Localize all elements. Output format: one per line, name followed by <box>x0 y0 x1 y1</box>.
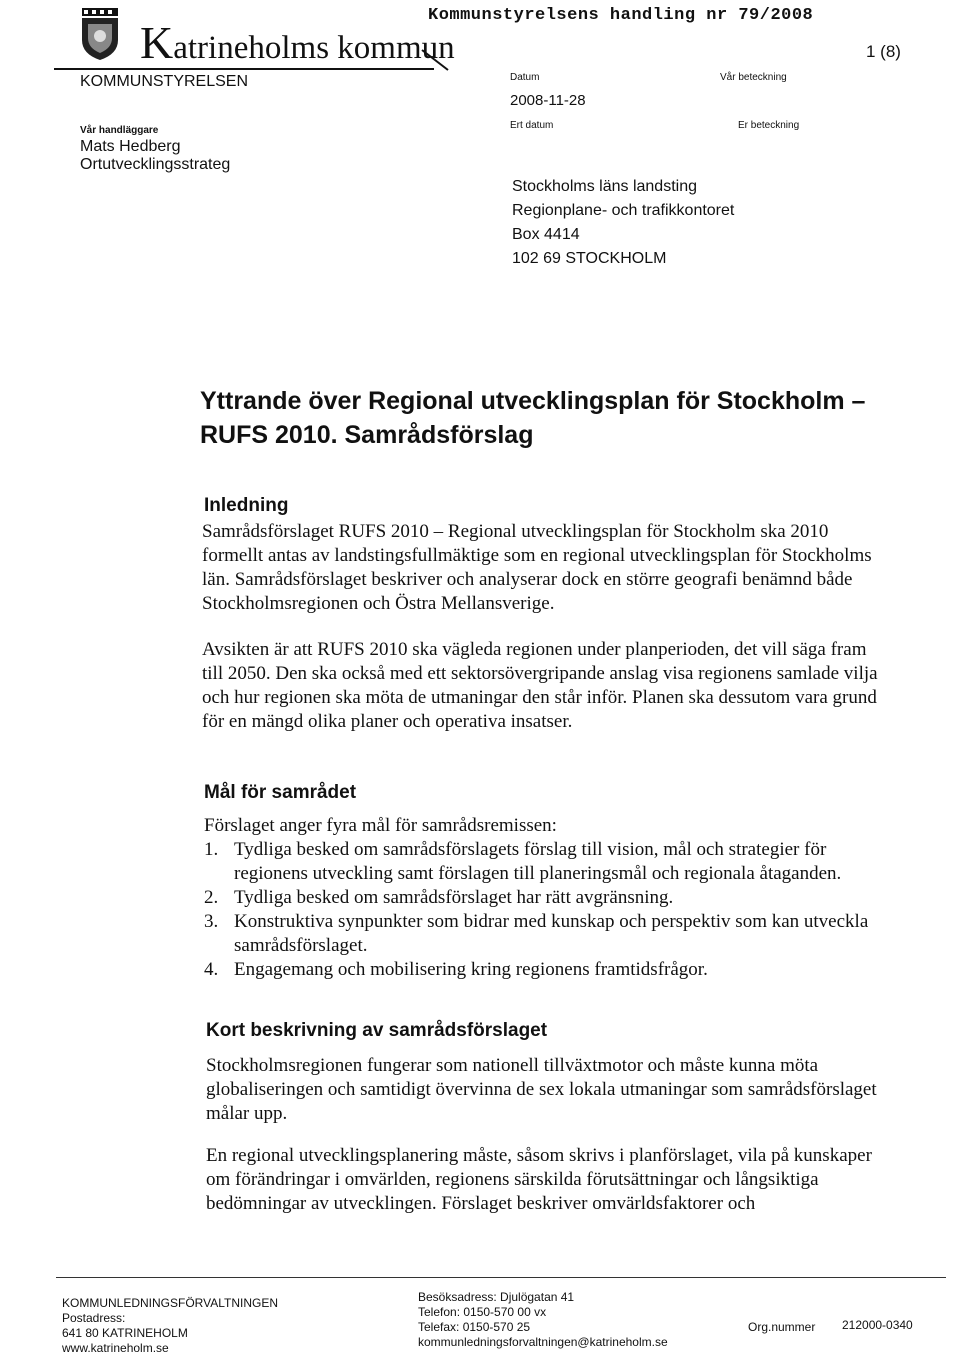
handlaggare-label: Vår handläggare <box>80 125 159 136</box>
footer-contact <box>418 1290 668 1350</box>
header-slash-mark <box>418 48 454 72</box>
handlaggare-title: Ortutvecklingsstrateg <box>80 156 231 173</box>
recipient-line: 102 69 STOCKHOLM <box>512 250 667 267</box>
er-beteckning-label: Er beteckning <box>738 120 800 131</box>
inledning-paragraph: Samrådsförslaget RUFS 2010 – Regional utvecklingsplan för Stockholm ska 2010 formellt antas av landstingsfullmäktige som en regional utvecklingsplan för Stockholms län. Samrådsförslaget beskriver och analyserar dock en större geografi benämnd både Stockholmsregionen och Östra Mellansverige. <box>202 521 872 614</box>
handlaggare-name: Mats Hedberg <box>80 138 181 155</box>
footer-rule <box>56 1277 946 1278</box>
list-text: Tydliga besked om samrådsförslagets förslag till vision, mål och strategier för regionens utveckling samt förslagen till planeringsmål och regionala åtaganden. <box>234 839 842 884</box>
header-rule <box>54 68 434 70</box>
handling-stamp: Kommunstyrelsens handling nr 79/2008 <box>428 6 814 25</box>
list-number: 3. <box>204 911 219 932</box>
list-text: Engagemang och mobilisering kring regionens framtidsfrågor. <box>234 959 708 980</box>
var-beteckning-label: Vår beteckning <box>720 72 787 83</box>
footer-email-link[interactable]: kommunledningsforvaltningen@katrineholm.se <box>418 1335 668 1349</box>
footer-address <box>62 1296 278 1356</box>
list-text: Konstruktiva synpunkter som bidrar med kunskap och perspektiv som kan utveckla samrådsförslaget. <box>234 911 869 956</box>
section-heading-mal: Mål för samrådet <box>204 782 357 803</box>
list-item <box>204 958 894 982</box>
org-initial: K <box>140 17 174 68</box>
list-text: Tydliga besked om samrådsförslaget har rätt avgränsning. <box>234 887 674 908</box>
footer-website-link[interactable]: www.katrineholm.se <box>62 1341 169 1355</box>
ert-datum-label: Ert datum <box>510 120 554 131</box>
kort-paragraph: Stockholmsregionen fungerar som nationell tillväxtmotor och måste kunna möta globaliseringen och samtidigt övervinna de sex lokala utmaningar som samrådsförslaget målar upp. <box>206 1055 877 1124</box>
inledning-paragraph: Avsikten är att RUFS 2010 ska vägleda regionen under planperioden, det vill säga fram till 2050. Den ska också med ett sektorsövergripande anslag visa regionens samlade vilja och hur regionen ska möta de utmaningar den står inför. Planen ska dessutom vara grund för en mängd olika planer och operativa insatser. <box>202 639 878 732</box>
municipal-crest-icon <box>78 8 122 60</box>
list-item <box>204 838 894 886</box>
footer-visit: Besöksadress: Djulögatan 41 <box>418 1290 575 1304</box>
recipient-line: Box 4414 <box>512 226 580 243</box>
footer-phone: Telefon: 0150-570 00 vx <box>418 1305 547 1319</box>
department-name: KOMMUNSTYRELSEN <box>80 73 249 90</box>
footer-orgnr-label: Org.nummer <box>748 1320 816 1334</box>
organisation-name <box>140 17 455 68</box>
datum-label: Datum <box>510 72 540 83</box>
list-number: 4. <box>204 959 219 980</box>
mal-intro: Förslaget anger fyra mål för samrådsremissen: <box>204 815 557 836</box>
footer-fax: Telefax: 0150-570 25 <box>418 1320 531 1334</box>
kort-paragraph: En regional utvecklingsplanering måste, såsom skrivs i planförslaget, vila på kunskaper om förändringar i omvärlden, regionens särskilda förutsättningar och långsiktiga bedömningar av utvecklingen. Förslaget beskriver omvärldsfaktorer och <box>206 1145 872 1214</box>
footer-office: KOMMUNLEDNINGSFÖRVALTNINGEN <box>62 1296 279 1310</box>
document-title <box>200 384 900 452</box>
list-item <box>204 910 894 958</box>
org-name-rest: atrineholms kommun <box>173 30 455 66</box>
recipient-line: Stockholms läns landsting <box>512 178 697 195</box>
page-number: 1 (8) <box>866 42 901 61</box>
list-number: 2. <box>204 887 219 908</box>
section-heading-inledning: Inledning <box>204 495 289 516</box>
section-heading-kort: Kort beskrivning av samrådsförslaget <box>206 1020 548 1041</box>
list-item <box>204 886 894 910</box>
footer-orgnr-value: 212000-0340 <box>842 1318 913 1332</box>
title-line: Yttrande över Regional utvecklingsplan för Stockholm – <box>200 387 866 415</box>
list-number: 1. <box>204 839 219 860</box>
footer-postal-label: Postadress: <box>62 1311 126 1325</box>
footer-postal-value: 641 80 KATRINEHOLM <box>62 1326 188 1340</box>
title-line: RUFS 2010. Samrådsförslag <box>200 421 534 449</box>
recipient-address <box>512 175 734 271</box>
mal-list <box>204 838 894 982</box>
datum-value: 2008-11-28 <box>510 92 586 109</box>
recipient-line: Regionplane- och trafikkontoret <box>512 202 735 219</box>
